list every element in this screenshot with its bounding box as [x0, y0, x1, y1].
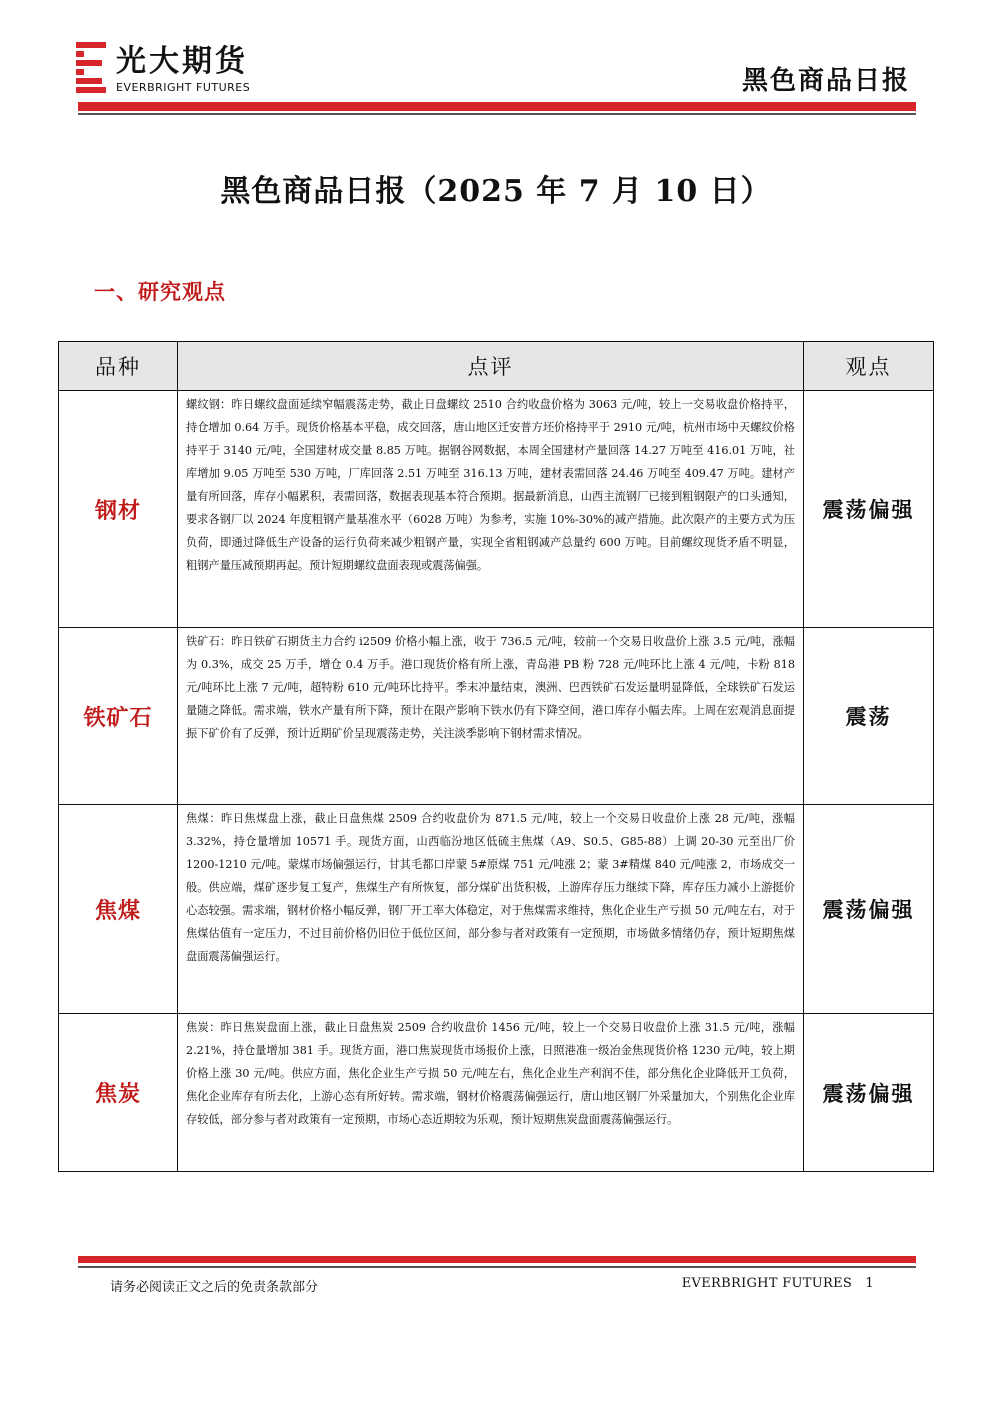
row-comment: 焦煤：昨日焦煤盘上涨，截止日盘焦煤 2509 合约收盘价为 871.5 元/吨，较上一个交易日收盘价上涨 28 元/吨，涨幅 3.32%，持仓量增加 10571 手。现货方面，山西临汾地区低硫主焦煤（A9、S0.5、G85-88）上调 20-30 元至出厂价 1200-1210 元/吨。蒙煤市场偏强运行，甘其毛都口岸蒙 5#原煤 751 元/吨涨 2；蒙 3#精煤 840 元/吨涨 2，市场成交一般。供应端，煤矿逐步复工复产，焦煤生产有所恢复，部分煤矿出货积极，上游库存压力继续下降，库存压力减小上游挺价心态较强。需求端，钢材价格小幅反弹，钢厂开工率大体稳定，对于焦煤需求维持，焦化企业生产亏损 50 元/吨左右，对于焦煤估值有一定压力，不过目前价格仍旧位于低位区间，部分参与者对政策有一定预期，市场做多情绪仍存，预计短期焦煤盘面震荡偏强运行。 — [178, 805, 804, 1014]
footer-divider — [78, 1256, 916, 1263]
footer-disclaimer: 请务必阅读正文之后的免责条款部分 — [110, 1280, 319, 1295]
table-row — [59, 628, 934, 805]
section-heading: 一、研究观点 — [94, 279, 226, 304]
row-view: 震荡偏强 — [804, 805, 934, 1014]
row-comment: 焦炭：昨日焦炭盘面上涨，截止日盘焦炭 2509 合约收盘价 1456 元/吨，较上一个交易日收盘价上涨 31.5 元/吨，涨幅 2.21%，持仓量增加 381 手。现货方面，港口焦炭现货市场报价上涨，日照港准一级冶金焦现货价格 1230 元/吨，较上期价格上涨 30 元/吨。供应方面，焦化企业生产亏损 50 元/吨左右，焦化企业生产利润不佳，部分焦化企业降低开工负荷，焦化企业库存有所去化，上游心态有所好转。需求端，钢材价格震荡偏强运行，唐山地区钢厂外采量加大，个别焦化企业库存较低，部分参与者对政策有一定预期，市场心态近期较为乐观，预计短期焦炭盘面震荡偏强运行。 — [178, 1014, 804, 1172]
row-view: 震荡偏强 — [804, 1014, 934, 1172]
logo-chinese-name: 光大期货 — [116, 43, 248, 79]
column-header-view: 观点 — [804, 342, 934, 391]
row-category: 铁矿石 — [59, 628, 178, 805]
table-row — [59, 1014, 934, 1172]
footer-brand-page — [682, 1276, 874, 1291]
row-view: 震荡 — [804, 628, 934, 805]
research-views-table — [58, 341, 934, 1172]
company-logo — [76, 42, 250, 96]
document-title: 黑色商品日报（2025 年 7 月 10 日） — [220, 174, 772, 209]
column-header-category: 品种 — [59, 342, 178, 391]
header-report-title: 黑色商品日报 — [741, 66, 910, 96]
logo-english-name: EVERBRIGHT FUTURES — [116, 80, 251, 94]
logo-mark-icon — [76, 42, 106, 96]
footer-brand: EVERBRIGHT FUTURES — [681, 1276, 853, 1291]
table-row — [59, 805, 934, 1014]
row-category: 钢材 — [59, 391, 178, 628]
table-row — [59, 391, 934, 628]
header-divider — [78, 102, 916, 111]
row-comment: 铁矿石：昨日铁矿石期货主力合约 i2509 价格小幅上涨，收于 736.5 元/吨，较前一个交易日收盘价上涨 3.5 元/吨，涨幅为 0.3%，成交 25 万手，增仓 0.4 万手。港口现货价格有所上涨，青岛港 PB 粉 728 元/吨环比上涨 4 元/吨，卡粉 818 元/吨环比上涨 7 元/吨，超特粉 610 元/吨环比持平。季末冲量结束，澳洲、巴西铁矿石发运量明显降低，全球铁矿石发运量随之降低。需求端，铁水产量有所下降，预计在限产影响下铁水仍有下降空间，港口库存小幅去库。上周在宏观消息面提振下矿价有了反弹，预计近期矿价呈现震荡走势，关注淡季影响下钢材需求情况。 — [178, 628, 804, 805]
footer-divider-thin — [78, 1266, 916, 1268]
column-header-comment: 点评 — [178, 342, 804, 391]
page-number: 1 — [865, 1276, 874, 1291]
table-header-row — [59, 342, 934, 391]
row-view: 震荡偏强 — [804, 391, 934, 628]
row-comment: 螺纹钢：昨日螺纹盘面延续窄幅震荡走势，截止日盘螺纹 2510 合约收盘价格为 3063 元/吨，较上一交易收盘价格持平，持仓增加 0.64 万手。现货价格基本平稳，成交回落，唐山地区迁安普方坯价格持平于 2910 元/吨，杭州市场中天螺纹价格持平于 3140 元/吨，全国建材成交量 8.85 万吨。据钢谷网数据，本周全国建材产量回落 14.27 万吨至 416.01 万吨，社库增加 9.05 万吨至 530 万吨，厂库回落 2.51 万吨至 316.13 万吨，建材表需回落 24.46 万吨至 409.47 万吨。建材产量有所回落，库存小幅累积，表需回落，数据表现基本符合预期。据最新消息，山西主流钢厂已接到粗钢限产的口头通知，要求各钢厂以 2024 年度粗钢产量基准水平（6028 万吨）为参考，实施 10%-30%的减产措施。此次限产的主要方式为压负荷，即通过降低生产设备的运行负荷来减少粗钢产量，实现全省粗钢减产总量约 600 万吨。目前螺纹现货矛盾不明显，粗钢产量压减预期再起。预计短期螺纹盘面表现或震荡偏强。 — [178, 391, 804, 628]
header-divider-thin — [78, 113, 916, 115]
row-category: 焦煤 — [59, 805, 178, 1014]
row-category: 焦炭 — [59, 1014, 178, 1172]
